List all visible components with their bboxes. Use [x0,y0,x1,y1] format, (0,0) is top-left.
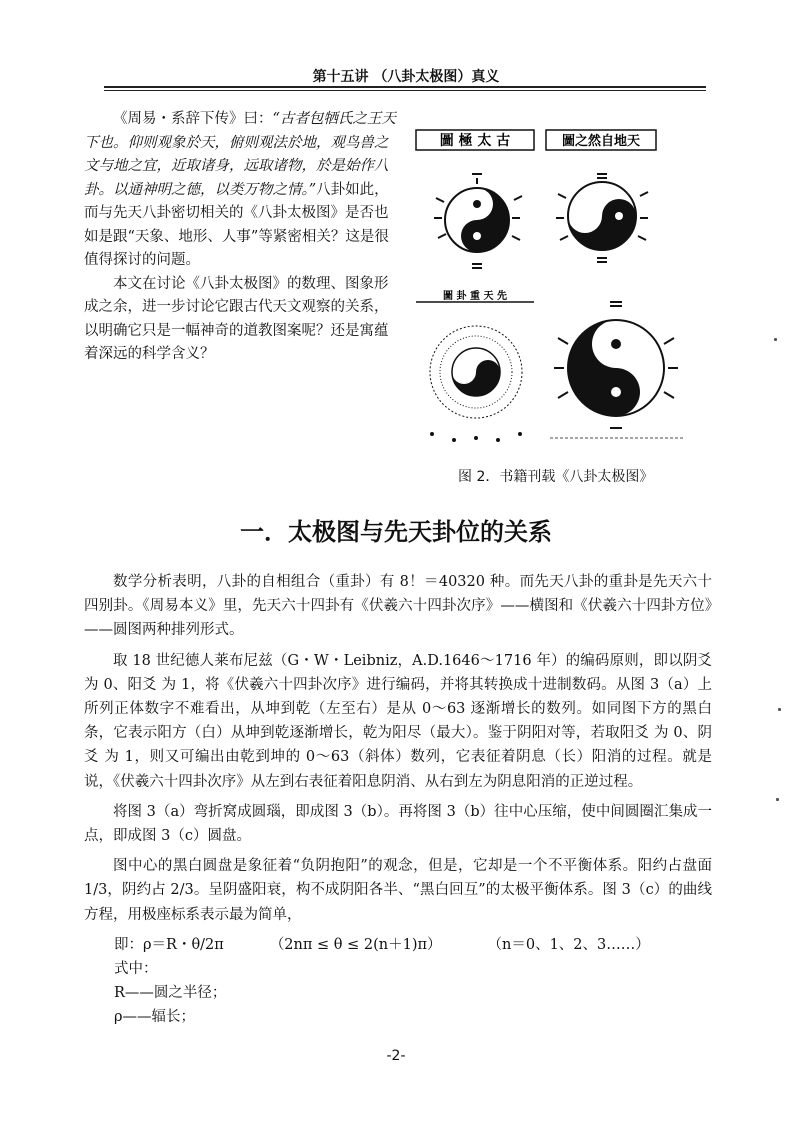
body-para-2: 取 18 世纪德人莱布尼兹（G・W・Leibniz，A.D.1646～1716 年）的编码原则，即以阴爻 为 0、阳爻 为 1，将《伏羲六十四卦次序》进行编码，并将其转换成十进制数码。从图 3（a）上所列正体数字不难看出，从坤到乾（左至右）是从 0～63 逐渐增长的数列。如同图下方的黑白条，它表示阳方（白）从坤到乾逐渐增长，乾为阳尽（最大）。鉴于阴阳对等，若取阳爻 为 0、阴爻 为 1，则又可编出由乾到坤的 0～63（斜体）数列，它表征着阴息（长）阳消的过程。就是说，《伏羲六十四卦次序》从左到右表征着阳息阴消、从右到左为阴息阳消的正逆过程。 [84,652,712,790]
page-header: 第十五讲 （八卦太极图）真义 [312,69,500,85]
panel-title-3: 圖 卦 重 天 先 [443,291,507,302]
body-para-3: 将图 3（a）弯折窝成圆瑙，即成图 3（b）。再将图 3（b）往中心压缩，使中间圆圈汇集成一点，即成图 3（c）圆盘。 [84,803,712,845]
formula [114,933,712,957]
body-para-1: 数学分析表明，八卦的自相组合（重卦）有 8！＝40320 种。而先天八卦的重卦是先天六十四别卦。《周易本义》里，先天六十四卦有《伏羲六十四卦次序》——横图和《伏羲六十四卦方位》——圆图两种排列形式。 [84,574,712,639]
definition-rho: ρ——辐长； [114,1009,196,1026]
header-rule [104,86,706,88]
body-para-4: 图中心的黑白圆盘是象征着“负阴抱阳”的观念，但是，它却是一个不平衡体系。阳约占盘面 1/3，阴约占 2/3。呈阴盛阳衰，构不成阴阳各半、“黑白回互”的太极平衡体系。图 3（c）的曲线方程，用极座标系表示最为简单， [84,858,712,923]
scan-speck [776,798,779,801]
header-rule-thin [104,90,706,91]
quote-text: “古者包牺氏之王天下也。仰则观象於天，俯则观法於地，观鸟兽之文与地之宜，近取诸身，远取诸物，於是始作八卦。以通神明之德，以类万物之情。” [84,111,396,198]
formula-range: （2nπ ≤ θ ≤ 2(n＋1)π） [269,936,442,953]
figure-panel-taiji-hexagram [544,288,694,446]
section-title: 一．太极图与先天卦位的关系 [240,518,552,546]
intro-para-1 [84,108,396,273]
scan-speck [778,708,781,711]
where-label: 式中： [114,961,158,978]
panel-title-1: 圖 極 太 古 [439,133,511,149]
definition-r: R——圆之半径； [114,985,227,1002]
figure-panel-tiandi [544,128,670,274]
panel-title-2: 圖之然自地天 [561,134,641,149]
intro-text [84,108,396,367]
intro-para-1-tail: 八卦如此，而与先天八卦密切相关的《八卦太极图》是否也如是跟“天象、地形、人事”等紧密相关？这是很值得探讨的问题。 [84,181,389,268]
page-number: -2- [386,1048,406,1064]
figure-panel-chonggua [414,288,540,446]
scan-speck [774,338,777,341]
intro-para-2: 本文在讨论《八卦太极图》的数理、图象形成之余，进一步讨论它跟古代天文观察的关系，以明确它只是一幅神奇的道教图案呢？还是寓蕴着深远的科学含义？ [84,275,389,362]
formula-n: （n＝0、1、2、3……） [487,936,650,953]
body-text [84,570,712,1030]
figure-panel-gutaiji [414,128,540,274]
quote-source: 《周易・系辞下传》曰： [113,111,273,127]
formula-equation: 即：ρ＝R・θ/2π [114,936,224,953]
figure-caption: 图 2．书籍刊载《八卦太极图》 [458,469,654,485]
